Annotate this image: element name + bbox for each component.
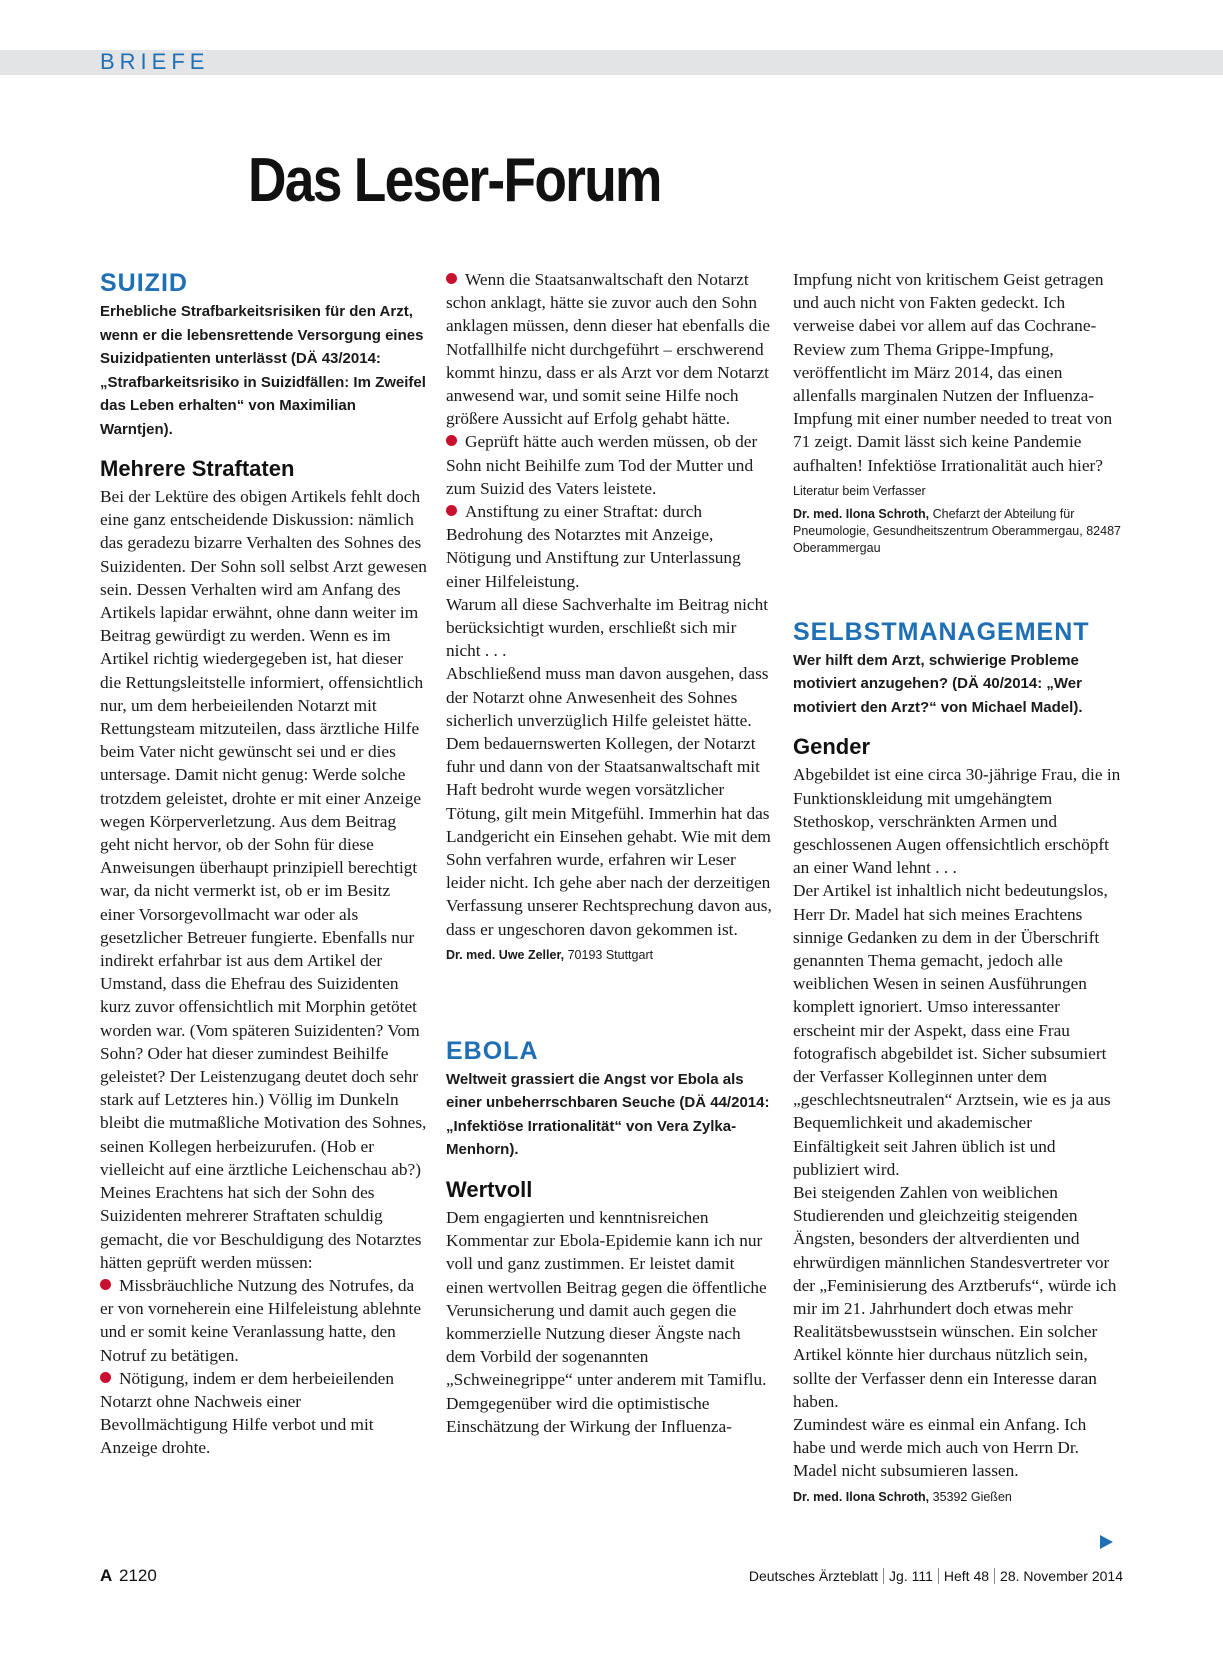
column-1: [100, 268, 428, 1460]
column-3: [793, 268, 1121, 1506]
bullet-item: [100, 1274, 428, 1367]
literature-note: Literatur beim Verfasser: [793, 483, 926, 498]
bullet-item: [100, 1367, 428, 1460]
signature-name: Dr. med. Ilona Schroth,: [793, 506, 930, 521]
letter-title-wertvoll: Wertvoll: [446, 1176, 533, 1202]
journal-name: Deutsches Ärzteblatt: [748, 1568, 879, 1584]
topic-heading-selbstmanagement: SELBSTMANAGEMENT: [793, 617, 1090, 646]
bullet-dot-icon: [446, 273, 457, 284]
bullet-dot-icon: [446, 435, 457, 446]
paragraph: Dem engagierten und kenntnisreichen Kommentar zur Ebola-Epidemie kann ich nur voll und ganz zustimmen. Er leistet damit einen wertvollen Beitrag gegen die öffentliche Verunsicherung und damit auch gegen die kommerzielle Nutzung dieser Ängste nach dem Vorbild der sogenannten „Schweinegrippe“ unter anderem mit Tamiflu.: [446, 1207, 767, 1390]
paragraph: Warum all diese Sachverhalte im Beitrag nicht berücksichtigt wurden, erschließt sich mir nicht . . .: [446, 594, 769, 661]
topic-heading-suizid: SUIZID: [100, 269, 188, 297]
page-title: Das Leser-Forum: [248, 146, 661, 215]
journal-footer: [749, 1568, 1123, 1584]
topic-heading-ebola: EBOLA: [446, 1036, 539, 1065]
paragraph: Abgebildet ist eine circa 30-jährige Frau, die in Funktionskleidung mit umgehängtem Stethoskop, verschränkten Armen und geschlossenen Augen offensichtlich erschöpft an einer Wand lehnt . . .: [793, 765, 1121, 878]
column-2: [446, 268, 774, 1438]
bullet-dot-icon: [100, 1279, 111, 1290]
journal-issue: Heft 48: [943, 1568, 990, 1584]
letter-title-mehrere-straftaten: Mehrere Straftaten: [100, 456, 295, 481]
paragraph: Meines Erachtens hat sich der Sohn des Suizidenten mehrerer Straftaten schuldig gemacht, die vor Beschuldigung des Notarztes hätten geprüft werden müssen:: [100, 1183, 422, 1272]
page-number: [100, 1566, 157, 1586]
signature-affiliation: Chefarzt der Abteilung für Pneumologie, Gesundheitszentrum Oberammergau, 82487 Oberammergau: [793, 506, 1121, 555]
bullet-text: Nötigung, indem er dem herbeieilenden Notarzt ohne Nachweis einer Bevollmächtigung Hilfe verbot und mit Anzeige drohte.: [100, 1368, 394, 1458]
paragraph: Impfung nicht von kritischem Geist getragen und auch nicht von Fakten gedeckt. Ich verweise dabei vor allem auf das Cochrane-Review zum Thema Grippe-Impfung, veröffentlicht im März 2014, das einen allenfalls marginalen Nutzen der Influenza-Impfung mit einer number needed to treat von 71 zeigt. Damit lässt sich keine Pandemie aufhalten! Infektiöse Irrationalität auch hier?: [793, 270, 1113, 475]
signature-place: 70193 Stuttgart: [567, 947, 654, 962]
bullet-dot-icon: [100, 1372, 111, 1383]
teaser-selbstmanagement: Wer hilft dem Arzt, schwierige Probleme motiviert anzugehen? (DÄ 40/2014: „Wer motiviert den Arzt?“ von Michael Madel).: [793, 651, 1083, 716]
paragraph: Zumindest wäre es einmal ein Anfang. Ich habe und werde mich auch von Herrn Dr. Madel nicht subsumieren lassen.: [793, 1415, 1087, 1481]
bullet-text: Geprüft hätte auch werden müssen, ob der Sohn nicht Beihilfe zum Tod der Mutter und zum Suizid des Vaters leistete.: [446, 432, 758, 498]
signature-name: Dr. med. Uwe Zeller,: [446, 947, 565, 962]
section-label: BRIEFE: [100, 49, 210, 74]
divider: [883, 1568, 884, 1584]
signature: [793, 506, 1121, 557]
divider: [938, 1568, 939, 1584]
journal-date: 28. November 2014: [1000, 1568, 1123, 1584]
paragraph: Bei der Lektüre des obigen Artikels fehlt doch eine ganz entscheidende Diskussion: nämlich das geradezu bizarre Verhalten des Sohnes des Suizidenten. Der Sohn soll selbst Arzt gewesen sein. Dessen Verhalten wird am Anfang des Artikels lapidar erwähnt, ohne dann weiter im Beitrag gewürdigt zu werden. Wenn es im Artikel richtig wiedergegeben ist, hat dieser die Rettungsleitstelle informiert, offensichtlich nur, um dem herbeieilenden Notarzt mit Rettungsteam mitzuteilen, dass ärztliche Hilfe beim Vater nicht gewünscht sei und er dies untersage. Damit nicht genug: Werde solche trotzdem geleistet, drohte er mit einer Anzeige wegen Körperverletzung. Aus dem Beitrag geht nicht hervor, ob der Sohn für diese Anweisungen überhaupt prinzipiell berechtigt war, da nicht vermerkt ist, ob er im Besitz einer Vorsorgevollmacht war oder als gesetzlicher Betreuer fungierte. Ebenfalls nur indirekt erfahrbar ist aus dem Artikel der Umstand, dass die Ehefrau des Suizidenten kurz zuvor offensichtlich mit Morphin getötet worden war. (Vom späteren Suizidenten? Vom Sohn? Oder hat dieser zumindest Beihilfe geleistet? Der Leistenzugang deutet doch sehr stark auf Letzteres hin.) Völlig im Dunkeln bleibt die mutmaßliche Motivation des Sohnes, seinen Kollegen herbeizurufen. (Hob er vielleicht auf eine ärztliche Leichenschau ab?): [100, 487, 427, 1179]
bullet-text: Anstiftung zu einer Straftat: durch Bedrohung des Notarztes mit Anzeige, Nötigung und Anstiftung zur Unterlassung einer Hilfeleistung.: [446, 502, 741, 591]
teaser-suizid: Erhebliche Strafbarkeitsrisiken für den Arzt, wenn er die lebensrettende Versorgung eines Suizidpatienten unterlässt (DÄ 43/2014: „Strafbarkeitsrisiko in Suizidfällen: Im Zweifel das Leben erhalten“ von Maximilian Warntjen).: [100, 303, 426, 438]
bullet-item: [446, 500, 774, 593]
bullet-text: Missbräuchliche Nutzung des Notrufes, da er von vorneherein eine Hilfeleistung ablehnte und er somit keine Veranlassung hatte, den Notruf zu betätigen.: [100, 1275, 422, 1365]
bullet-text: Wenn die Staatsanwaltschaft den Notarzt schon anklagt, hätte sie zuvor auch den Sohn anklagen müssen, denn dieser hat ebenfalls die Notfallhilfe nicht durchgeführt – erschwerend kommt hinzu, dass er als Arzt vor dem Notarzt anwesend war, und somit seine Hilfe noch größere Aussicht auf Erfolg gehabt hätte.: [446, 270, 770, 429]
bullet-item: [446, 268, 774, 430]
signature-place: 35392 Gießen: [932, 1489, 1012, 1504]
paragraph: Abschließend muss man davon ausgehen, dass der Notarzt ohne Anwesenheit des Sohnes sicherlich unverzüglich Hilfe geleistet hätte. Dem bedauernswerten Kollegen, der Notarzt fuhr und dann von der Staatsanwaltschaft mit Haft bedroht wurde wegen vorsätzlicher Tötung, gilt mein Mitgefühl. Immerhin hat das Landgericht ein Einsehen gehabt. Wie mit dem Sohn verfahren wurde, erfahren wir Leser leider nicht. Ich gehe aber nach der derzeitigen Verfassung unserer Rechtsprechung davon aus, dass er ungeschoren davon gekommen ist.: [446, 664, 772, 939]
signature: [793, 1489, 1121, 1506]
journal-volume: Jg. 111: [889, 1568, 933, 1584]
paragraph: Bei steigenden Zahlen von weiblichen Studierenden und gleichzeitig steigenden Ängsten, besonders der altverdienten und ehrwürdigen männlichen Standesvertreter vor der „Feminisierung des Arztberufs“, würde ich mir im 21. Jahrhundert doch etwas mehr Realitätsbewusstsein wünschen. Ein solcher Artikel könnte hier durchaus nützlich sein, sollte der Verfasser denn ein Interesse daran haben.: [793, 1182, 1117, 1411]
paragraph: Der Artikel ist inhaltlich nicht bedeutungslos, Herr Dr. Madel hat sich meines Erachtens sinnige Gedanken zu dem in der Überschrift genannten Thema gemacht, jedoch alle weiblichen Wesen in seinen Ausführungen komplett ignoriert. Umso interessanter erscheint mir der Aspekt, dass eine Frau fotografisch abgebildet ist. Sicher subsumiert der Verfasser Kolleginnen unter dem „geschlechtsneutralen“ Arztsein, wie es ja aus Bequemlichkeit und akademischer Einfältigkeit seit Jahren üblich ist und publiziert wird.: [793, 881, 1111, 1179]
bullet-item: [446, 430, 774, 500]
letter-title-gender: Gender: [793, 734, 871, 760]
continue-arrow-icon[interactable]: [1100, 1535, 1113, 1549]
bullet-dot-icon: [446, 505, 457, 516]
page-prefix: A: [100, 1566, 113, 1585]
signature: [446, 947, 774, 964]
signature-name: Dr. med. Ilona Schroth,: [793, 1489, 930, 1504]
paragraph: Demgegenüber wird die optimistische Einschätzung der Wirkung der Influenza-: [446, 1393, 732, 1436]
page-number-value: 2120: [119, 1566, 157, 1585]
teaser-ebola: Weltweit grassiert die Angst vor Ebola als einer unbeherrschbaren Seuche (DÄ 44/2014: „Infektiöse Irrationalität“ von Vera Zylka-Menhorn).: [446, 1070, 770, 1159]
divider: [994, 1568, 995, 1584]
